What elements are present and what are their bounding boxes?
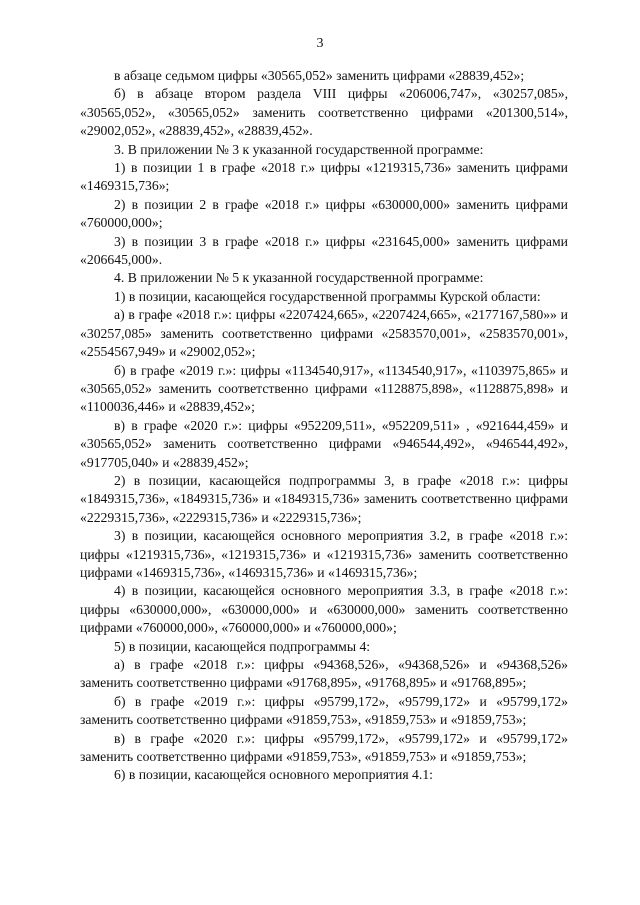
page-number: 3	[316, 36, 324, 51]
paragraph-amend-section-para7: в абзаце седьмом цифры «30565,052» заменить цифрами «28839,452»;	[114, 68, 525, 83]
paragraph-appendix-5-item-5: 5) в позиции, касающейся подпрограммы 4:	[114, 638, 371, 654]
paragraph-item-1-a: а) в графе «2018 г.»: цифры «2207424,665», «2207424,665», «2177167,580»» и «30257,085» заменить соответственно цифрами «2583570,001», «2583570,001», «2554567,949» и «29002,052»;	[80, 307, 568, 360]
paragraph-appendix-5-item-2: 2) в позиции, касающейся подпрограммы 3, в графе «2018 г.»: цифры «1849315,736», «1849315,736» и «1849315,736» заменить соответственно цифрами «2229315,736», «2229315,736» и «2229315,736»;	[80, 472, 568, 525]
paragraph-amend-section-viii: б) в абзаце втором раздела VIII цифры «206006,747», «30257,085», «30565,052», «30565,052» заменить соответственно цифрами «201300,514», «29002,052», «28839,452», «28839,452».	[80, 86, 568, 139]
paragraph-item-5-b: б) в графе «2019 г.»: цифры «95799,172», «95799,172» и «95799,172» заменить соответственно цифрами «91859,753», «91859,753» и «91859,753»;	[80, 693, 568, 728]
paragraph-appendix-3-item-2: 2) в позиции 2 в графе «2018 г.» цифры «630000,000» заменить цифрами «760000,000»;	[80, 196, 568, 231]
document-body	[80, 67, 568, 785]
paragraph-appendix-5-item-3: 3) в позиции, касающейся основного мероприятия 3.2, в графе «2018 г.»: цифры «1219315,736», «1219315,736» и «1219315,736» заменить соответственно цифрами «1469315,736», «1469315,736» и «1469315,736»;	[80, 528, 568, 580]
paragraph-appendix-5-item-4: 4) в позиции, касающейся основного мероприятия 3.3, в графе «2018 г.»: цифры «630000,000», «630000,000» и «630000,000» заменить соответственно цифрами «760000,000», «760000,000» и «760000,000»;	[80, 583, 568, 636]
paragraph-appendix-5-heading: 4. В приложении № 5 к указанной государственной программе:	[114, 270, 484, 286]
paragraph-item-5-a: а) в графе «2018 г.»: цифры «94368,526», «94368,526» и «94368,526» заменить соответственно цифрами «91768,895», «91768,895» и «91768,895»;	[80, 657, 568, 691]
paragraph-appendix-3-heading: 3. В приложении № 3 к указанной государственной программе:	[114, 141, 484, 157]
paragraph-appendix-5-item-6: 6) в позиции, касающейся основного мероприятия 4.1:	[114, 767, 433, 783]
paragraph-appendix-5-item-1: 1) в позиции, касающейся государственной программы Курской области:	[114, 288, 541, 304]
paragraph-item-1-b: б) в графе «2019 г.»: цифры «1134540,917», «1134540,917», «1103975,865» и «30565,052» заменить соответственно цифрами «1128875,898», «1128875,898» и «1100036,446» и «28839,452»;	[80, 362, 568, 415]
paragraph-item-5-v: в) в графе «2020 г.»: цифры «95799,172», «95799,172» и «95799,172» заменить соответственно цифрами «91859,753», «91859,753» и «91859,753»;	[80, 730, 568, 765]
paragraph-item-1-v: в) в графе «2020 г.»: цифры «952209,511», «952209,511» , «921644,459» и «30565,052» заменить соответственно цифрами «946544,492», «946544,492», «917705,040» и «28839,452»;	[80, 417, 568, 470]
paragraph-appendix-3-item-3: 3) в позиции 3 в графе «2018 г.» цифры «231645,000» заменить цифрами «206645,000».	[80, 233, 568, 268]
paragraph-appendix-3-item-1: 1) в позиции 1 в графе «2018 г.» цифры «1219315,736» заменить цифрами «1469315,736»;	[80, 160, 568, 194]
